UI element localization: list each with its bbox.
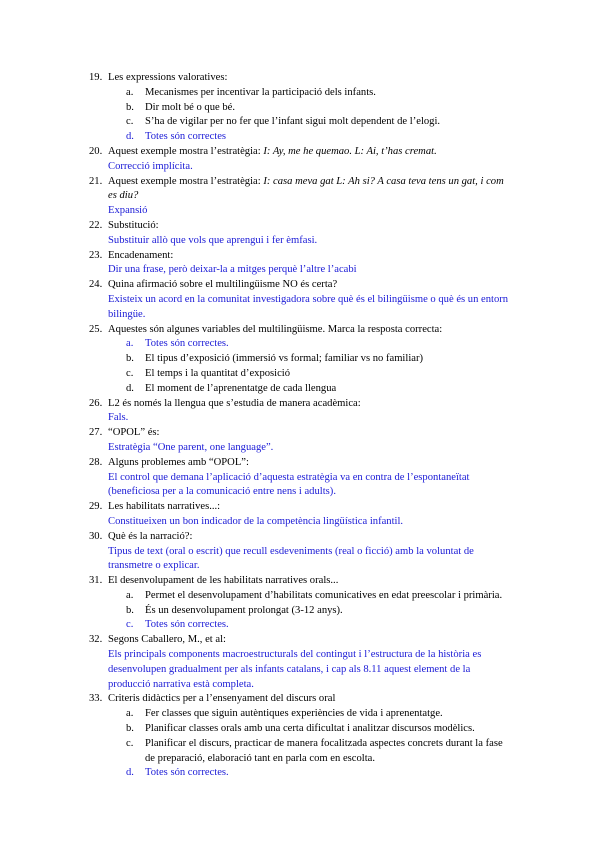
- question-number: 33.: [89, 693, 103, 705]
- question-number: 27.: [89, 427, 103, 439]
- question-19: [0, 71, 600, 145]
- question-text: Criteris didàctics per a l’ensenyament del discurs oral: [108, 693, 336, 705]
- options-list: [108, 589, 512, 633]
- option-letter: a.: [126, 589, 134, 601]
- option-b: [108, 604, 512, 619]
- question-text: Les habilitats narratives...:: [108, 501, 221, 513]
- question-text: Encadenament:: [108, 249, 174, 261]
- question-23: [0, 249, 600, 279]
- question-text: Aquestes són algunes variables del multilingüisme. Marca la resposta correcta:: [108, 323, 443, 335]
- option-d-correct: [108, 130, 512, 145]
- question-text: Segons Caballero, M., et al:: [108, 634, 226, 646]
- option-text: Planificar classes orals amb una certa dificultat i analitzar discursos modèlics.: [145, 723, 475, 735]
- question-number: 22.: [89, 219, 103, 231]
- option-letter: b.: [126, 353, 134, 365]
- question-text: Les expressions valoratives:: [108, 72, 228, 83]
- option-text: El tipus d’exposició (immersió vs formal; familiar vs no familiar): [145, 353, 424, 365]
- option-letter: a.: [126, 338, 134, 350]
- question-26: [0, 397, 600, 427]
- option-letter: a.: [126, 708, 134, 720]
- option-a: [108, 86, 512, 101]
- option-text: Totes són correctes.: [145, 338, 229, 350]
- question-prompt: Aquest exemple mostra l’estratègia:: [108, 175, 264, 187]
- example-text: I: Ay, me he quemao. L: Ai, t’has cremat.: [263, 145, 437, 157]
- question-text: “OPOL” és:: [108, 427, 160, 439]
- option-text: És un desenvolupament prolongat (3-12 anys).: [145, 604, 343, 616]
- answer-text: Fals.: [108, 412, 129, 424]
- answer-text: Dir una frase, però deixar-la a mitges perquè l’altre l’acabi: [108, 264, 357, 276]
- option-text: S’ha de vigilar per no fer que l’infant sigui molt dependent de l’elogi.: [145, 116, 441, 128]
- question-31: [0, 574, 600, 633]
- option-letter: d.: [126, 382, 134, 394]
- question-text: Què és la narració?:: [108, 530, 193, 542]
- option-letter: a.: [126, 86, 134, 98]
- question-number: 21.: [89, 175, 103, 187]
- answer-text: El control que demana l’aplicació d’aquesta estratègia va en contra de l’espontaneïtat (beneficiosa per a la comunicació entre nens i adults).: [108, 471, 470, 498]
- option-text: El temps i la quantitat d’exposició: [145, 367, 291, 379]
- option-letter: c.: [126, 619, 134, 631]
- options-list: [108, 86, 512, 145]
- answer-text: Els principals components macroestructurals del contingut i l’estructura de la història es desenvolupen gradualment per als infants catalans, i cap als 8.11 aquest element de la producció narrativa està completa.: [108, 649, 482, 690]
- question-28: [0, 456, 600, 500]
- option-text: Totes són correctes.: [145, 767, 229, 779]
- document-page: [0, 71, 600, 781]
- answer-text: Correcció implícita.: [108, 160, 193, 172]
- question-22: [0, 219, 600, 249]
- option-letter: b.: [126, 604, 134, 616]
- question-text: El desenvolupament de les habilitats narratives orals...: [108, 575, 339, 587]
- question-number: 31.: [89, 575, 103, 587]
- option-letter: c.: [126, 116, 134, 128]
- option-a: [108, 707, 512, 722]
- question-25: [0, 323, 600, 397]
- question-number: 26.: [89, 397, 103, 409]
- option-b: [108, 352, 512, 367]
- answer-text: Expansió: [108, 205, 148, 217]
- answer-text: Existeix un acord en la comunitat investigadora sobre què és el bilingüisme o què és un entorn bilingüe.: [108, 293, 509, 320]
- option-a: [108, 589, 512, 604]
- question-30: [0, 530, 600, 574]
- question-number: 28.: [89, 456, 103, 468]
- question-text: [108, 145, 512, 160]
- question-number: 24.: [89, 279, 103, 291]
- option-letter: b.: [126, 723, 134, 735]
- option-letter: d.: [126, 131, 134, 143]
- option-letter: d.: [126, 767, 134, 779]
- question-number: 19.: [89, 72, 103, 83]
- option-text: Totes són correctes: [145, 131, 227, 143]
- option-letter: c.: [126, 737, 134, 749]
- option-d: [108, 382, 512, 397]
- answer-text: Estratègia “One parent, one language”.: [108, 441, 274, 453]
- option-text: Fer classes que siguin autèntiques experiències de vida i aprenentatge.: [145, 708, 443, 720]
- option-c: [108, 737, 512, 767]
- option-text: El moment de l’aprenentatge de cada llengua: [145, 382, 337, 394]
- option-text: Permet el desenvolupament d’habilitats comunicatives en edat preescolar i primària.: [145, 589, 503, 601]
- question-number: 30.: [89, 530, 103, 542]
- question-27: [0, 426, 600, 456]
- question-text: Substitució:: [108, 219, 159, 231]
- option-a-correct: [108, 337, 512, 352]
- option-d-correct: [108, 766, 512, 781]
- option-b: [108, 722, 512, 737]
- option-b: [108, 101, 512, 116]
- question-21: [0, 175, 600, 219]
- question-29: [0, 500, 600, 530]
- question-24: [0, 278, 600, 322]
- question-33: [0, 692, 600, 781]
- question-number: 32.: [89, 634, 103, 646]
- question-32: [0, 633, 600, 692]
- question-prompt: Aquest exemple mostra l’estratègia:: [108, 145, 264, 157]
- option-letter: c.: [126, 367, 134, 379]
- answer-text: Substituir allò que vols que aprengui i fer èmfasi.: [108, 234, 318, 246]
- question-number: 20.: [89, 145, 103, 157]
- option-letter: b.: [126, 101, 134, 113]
- options-list: [108, 707, 512, 781]
- question-20: [0, 145, 600, 175]
- question-text: Alguns problemes amb “OPOL”:: [108, 456, 249, 468]
- option-text: Totes són correctes.: [145, 619, 229, 631]
- option-text: Dir molt bé o que bé.: [145, 101, 236, 113]
- question-text: Quina afirmació sobre el multilingüisme NO és certa?: [108, 279, 338, 291]
- option-c: [108, 115, 512, 130]
- question-text: L2 és només la llengua que s’estudia de manera acadèmica:: [108, 397, 361, 409]
- option-c: [108, 367, 512, 382]
- option-c-correct: [108, 618, 512, 633]
- question-number: 25.: [89, 323, 103, 335]
- answer-text: Tipus de text (oral o escrit) que recull esdeveniments (real o ficció) amb la voluntat de transmetre o explicar.: [108, 545, 474, 572]
- option-text: Planificar el discurs, practicar de manera focalitzada aspectes concrets durant la fase de preparació, elaboració tant en parla com en escolta.: [145, 737, 503, 764]
- option-text: Mecanismes per incentivar la participació dels infants.: [145, 86, 376, 98]
- options-list: [108, 337, 512, 396]
- question-text: [108, 175, 512, 205]
- answer-text: Constitueixen un bon indicador de la competència lingüística infantil.: [108, 515, 404, 527]
- question-number: 29.: [89, 501, 103, 513]
- example-text: I: casa meva gat L: Ah si? A casa teva tens un gat, i com es diu?: [108, 175, 504, 202]
- question-number: 23.: [89, 249, 103, 261]
